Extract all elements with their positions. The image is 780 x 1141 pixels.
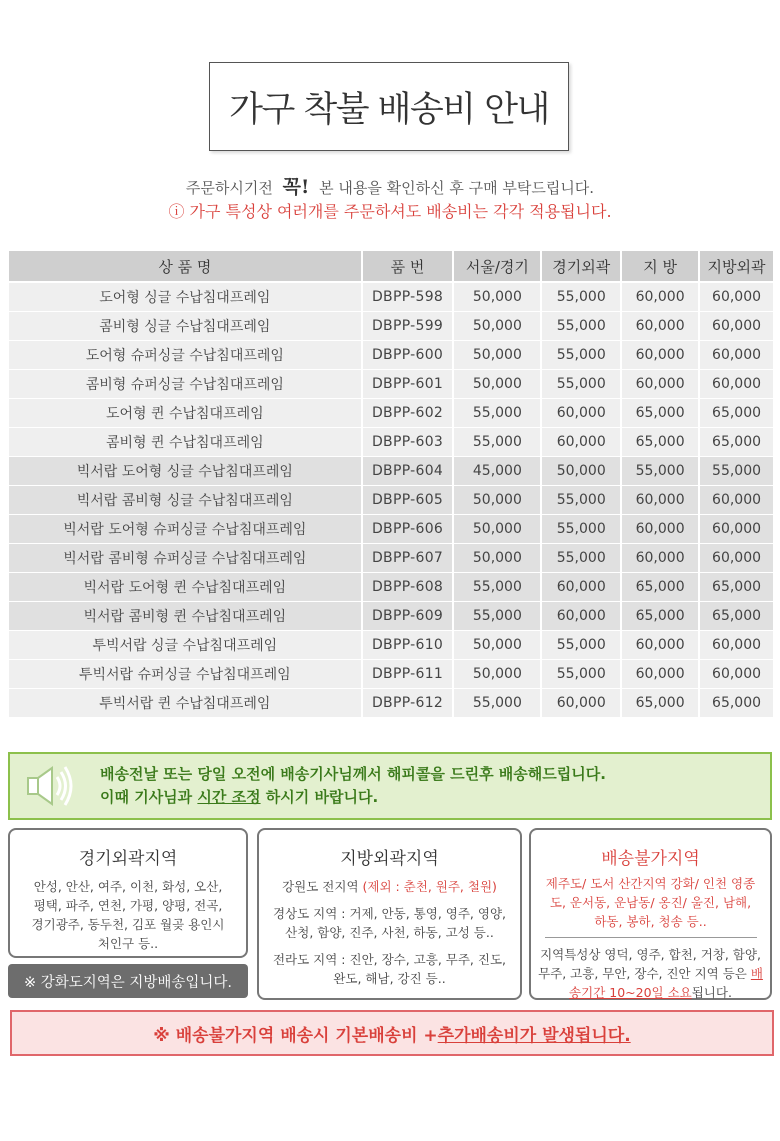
gyeonggi-outer-fee-cell: 50,000 xyxy=(542,457,620,486)
local-fee-cell: 60,000 xyxy=(622,312,698,341)
delay-note-a: 지역특성상 영덕, 영주, 합천, 거창, 함양, 무주, 고흥, 무안, 장수, 진안 지역 등은 xyxy=(538,947,761,981)
product-code-cell: DBPP-609 xyxy=(363,602,453,631)
product-code-cell: DBPP-603 xyxy=(363,428,453,457)
region-local-outer xyxy=(257,828,522,1000)
delay-period: 배송기간 10~20일 소요 xyxy=(569,966,763,1000)
table-row xyxy=(9,631,773,660)
table-row xyxy=(9,283,773,312)
local-outer-fee-cell: 60,000 xyxy=(700,660,773,689)
table-row xyxy=(9,689,773,718)
product-name-cell: 도어형 슈퍼싱글 수납침대프레임 xyxy=(9,341,361,370)
local-fee-cell: 60,000 xyxy=(622,341,698,370)
seoul-fee-cell: 55,000 xyxy=(454,602,540,631)
local-fee-cell: 55,000 xyxy=(622,457,698,486)
shipping-fee-table xyxy=(7,251,775,718)
table-row xyxy=(9,486,773,515)
product-code-cell: DBPP-608 xyxy=(363,573,453,602)
product-name-cell: 빅서랍 콤비형 퀸 수납침대프레임 xyxy=(9,602,361,631)
seoul-fee-cell: 50,000 xyxy=(454,341,540,370)
seoul-fee-cell: 45,000 xyxy=(454,457,540,486)
table-row xyxy=(9,544,773,573)
table-row xyxy=(9,370,773,399)
gyeonggi-outer-fee-cell: 55,000 xyxy=(542,660,620,689)
gyeonggi-outer-fee-cell: 55,000 xyxy=(542,312,620,341)
title-box xyxy=(209,62,569,151)
table-row xyxy=(9,457,773,486)
seoul-fee-cell: 50,000 xyxy=(454,631,540,660)
local-outer-fee-cell: 65,000 xyxy=(700,689,773,718)
seoul-fee-cell: 55,000 xyxy=(454,428,540,457)
gyeonggi-outer-fee-cell: 60,000 xyxy=(542,573,620,602)
gyeonggi-outer-fee-cell: 55,000 xyxy=(542,631,620,660)
region-divider xyxy=(545,937,757,938)
product-code-cell: DBPP-606 xyxy=(363,515,453,544)
local-fee-cell: 60,000 xyxy=(622,283,698,312)
seoul-fee-cell: 50,000 xyxy=(454,283,540,312)
table-row xyxy=(9,573,773,602)
local-outer-fee-cell: 65,000 xyxy=(700,573,773,602)
local-fee-cell: 60,000 xyxy=(622,631,698,660)
region-no-delivery-title: 배송불가지역 xyxy=(601,849,700,869)
local-outer-fee-cell: 60,000 xyxy=(700,544,773,573)
speaker-icon xyxy=(10,754,100,818)
region-no-delivery-areas: 제주도/ 도서 산간지역 강화/ 인천 영종도, 운서동, 운남동/ 옹진/ 울진, 남해, 하동, 봉하, 청송 등.. xyxy=(545,876,756,929)
table-row xyxy=(9,312,773,341)
local-outer-fee-cell: 65,000 xyxy=(700,602,773,631)
subtitle-line xyxy=(0,172,780,199)
product-name-cell: 빅서랍 콤비형 슈퍼싱글 수납침대프레임 xyxy=(9,544,361,573)
delivery-call-text xyxy=(100,763,606,809)
product-name-cell: 빅서랍 도어형 슈퍼싱글 수납침대프레임 xyxy=(9,515,361,544)
local-outer-fee-cell: 60,000 xyxy=(700,283,773,312)
seoul-fee-cell: 50,000 xyxy=(454,544,540,573)
subtitle-after: 본 내용을 확인하신 후 구매 부탁드립니다. xyxy=(319,179,595,197)
seoul-fee-cell: 50,000 xyxy=(454,486,540,515)
extra-fee-notice xyxy=(10,1010,774,1056)
gyeonggi-outer-fee-cell: 60,000 xyxy=(542,689,620,718)
region-local-outer-title: 지방외곽지역 xyxy=(340,849,439,869)
product-code-cell: DBPP-601 xyxy=(363,370,453,399)
header-local: 지 방 xyxy=(622,251,698,283)
product-name-cell: 투빅서랍 퀸 수납침대프레임 xyxy=(9,689,361,718)
local-fee-cell: 65,000 xyxy=(622,573,698,602)
local-fee-cell: 65,000 xyxy=(622,399,698,428)
local-outer-fee-cell: 60,000 xyxy=(700,515,773,544)
gyeonggi-outer-fee-cell: 60,000 xyxy=(542,428,620,457)
product-code-cell: DBPP-612 xyxy=(363,689,453,718)
local-fee-cell: 60,000 xyxy=(622,660,698,689)
delivery-line-2-c: 하시기 바랍니다. xyxy=(260,788,379,806)
product-code-cell: DBPP-600 xyxy=(363,341,453,370)
extra-fee-text-a: ※ 배송불가지역 배송시 기본배송비 + xyxy=(153,1025,438,1046)
seoul-fee-cell: 50,000 xyxy=(454,660,540,689)
local-fee-cell: 60,000 xyxy=(622,515,698,544)
local-fee-cell: 65,000 xyxy=(622,602,698,631)
product-code-cell: DBPP-604 xyxy=(363,457,453,486)
region-gyeonggi-outer-title: 경기외곽지역 xyxy=(78,849,178,869)
product-code-cell: DBPP-607 xyxy=(363,544,453,573)
product-code-cell: DBPP-610 xyxy=(363,631,453,660)
local-fee-cell: 60,000 xyxy=(622,370,698,399)
header-gyeonggi-outer: 경기외곽 xyxy=(542,251,620,283)
delivery-line-1: 배송전날 또는 당일 오전에 배송기사님께서 해피콜을 드린후 배송해드립니다. xyxy=(100,765,606,783)
product-name-cell: 빅서랍 도어형 싱글 수납침대프레임 xyxy=(9,457,361,486)
delivery-line-2 xyxy=(100,786,606,809)
table-row xyxy=(9,515,773,544)
table-header-row xyxy=(9,251,773,283)
table-row xyxy=(9,428,773,457)
seoul-fee-cell: 55,000 xyxy=(454,689,540,718)
gyeonggi-outer-fee-cell: 55,000 xyxy=(542,486,620,515)
seoul-fee-cell: 55,000 xyxy=(454,399,540,428)
subtitle-before: 주문하시기전 xyxy=(185,179,273,197)
ganghwa-note: ※ 강화도지역은 지방배송입니다. xyxy=(8,964,248,998)
table-body xyxy=(9,283,773,718)
page-title: 가구 착불 배송비 안내 xyxy=(229,89,549,130)
seoul-fee-cell: 50,000 xyxy=(454,312,540,341)
region-gyeonggi-outer-text: 안성, 안산, 여주, 이천, 화성, 오산, 평택, 파주, 연천, 가평, 양평, 전곡, 경기광주, 동두천, 김포 월곶 용인시 처인구 등.. xyxy=(31,879,225,951)
table-row xyxy=(9,341,773,370)
product-code-cell: DBPP-605 xyxy=(363,486,453,515)
product-code-cell: DBPP-602 xyxy=(363,399,453,428)
header-product-code: 품 번 xyxy=(363,251,453,283)
local-outer-fee-cell: 60,000 xyxy=(700,486,773,515)
delay-note-c: 됩니다. xyxy=(691,985,732,1000)
header-local-outer: 지방외곽 xyxy=(700,251,773,283)
local-outer-fee-cell: 55,000 xyxy=(700,457,773,486)
gyeonggi-outer-fee-cell: 60,000 xyxy=(542,602,620,631)
gyeonggi-outer-fee-cell: 55,000 xyxy=(542,515,620,544)
region-gangwon xyxy=(259,877,520,896)
gyeonggi-outer-fee-cell: 60,000 xyxy=(542,399,620,428)
product-code-cell: DBPP-611 xyxy=(363,660,453,689)
product-name-cell: 투빅서랍 싱글 수납침대프레임 xyxy=(9,631,361,660)
product-name-cell: 빅서랍 도어형 퀸 수납침대프레임 xyxy=(9,573,361,602)
product-name-cell: 투빅서랍 슈퍼싱글 수납침대프레임 xyxy=(9,660,361,689)
product-name-cell: 도어형 싱글 수납침대프레임 xyxy=(9,283,361,312)
seoul-fee-cell: 50,000 xyxy=(454,370,540,399)
region-gyeonggi-outer xyxy=(8,828,248,958)
region-jeolla: 전라도 지역 : 진안, 장수, 고흥, 무주, 진도, 완도, 해남, 강진 등.. xyxy=(272,952,507,986)
product-code-cell: DBPP-599 xyxy=(363,312,453,341)
extra-fee-text-b: 추가배송비가 발생됩니다. xyxy=(437,1025,631,1046)
gyeonggi-outer-fee-cell: 55,000 xyxy=(542,283,620,312)
region-no-delivery xyxy=(529,828,772,1000)
delivery-line-2-a: 이때 기사님과 xyxy=(100,788,198,806)
product-name-cell: 콤비형 슈퍼싱글 수납침대프레임 xyxy=(9,370,361,399)
local-outer-fee-cell: 65,000 xyxy=(700,399,773,428)
local-outer-fee-cell: 60,000 xyxy=(700,341,773,370)
product-name-cell: 도어형 퀸 수납침대프레임 xyxy=(9,399,361,428)
local-outer-fee-cell: 60,000 xyxy=(700,631,773,660)
header-product-name: 상 품 명 xyxy=(9,251,361,283)
subtitle-warning: ⓘ 가구 특성상 여러개를 주문하셔도 배송비는 각각 적용됩니다. xyxy=(168,202,612,221)
gyeonggi-outer-fee-cell: 55,000 xyxy=(542,370,620,399)
subtitle-emphasis: 꼭! xyxy=(282,176,310,198)
table-row xyxy=(9,399,773,428)
table-row xyxy=(9,660,773,689)
gyeonggi-outer-fee-cell: 55,000 xyxy=(542,544,620,573)
gyeonggi-outer-fee-cell: 55,000 xyxy=(542,341,620,370)
product-name-cell: 빅서랍 콤비형 싱글 수납침대프레임 xyxy=(9,486,361,515)
product-name-cell: 콤비형 싱글 수납침대프레임 xyxy=(9,312,361,341)
local-outer-fee-cell: 60,000 xyxy=(700,312,773,341)
local-fee-cell: 60,000 xyxy=(622,486,698,515)
local-fee-cell: 65,000 xyxy=(622,689,698,718)
header-seoul-gyeonggi: 서울/경기 xyxy=(454,251,540,283)
product-name-cell: 콤비형 퀸 수납침대프레임 xyxy=(9,428,361,457)
region-gyeongsang: 경상도 지역 : 거제, 안동, 통영, 영주, 영양, 산청, 함양, 진주, 사천, 하동, 고성 등.. xyxy=(272,906,507,940)
time-adjust-text: 시간 조정 xyxy=(197,788,261,806)
seoul-fee-cell: 55,000 xyxy=(454,573,540,602)
delivery-call-notice xyxy=(8,752,772,820)
local-outer-fee-cell: 60,000 xyxy=(700,370,773,399)
local-fee-cell: 60,000 xyxy=(622,544,698,573)
region-no-delivery-note xyxy=(531,945,770,1002)
local-outer-fee-cell: 65,000 xyxy=(700,428,773,457)
table-row xyxy=(9,602,773,631)
gangwon-label: 강원도 전지역 xyxy=(282,879,363,894)
local-fee-cell: 65,000 xyxy=(622,428,698,457)
product-code-cell: DBPP-598 xyxy=(363,283,453,312)
gangwon-exclusion: (제외 : 춘천, 원주, 철원) xyxy=(362,879,497,894)
seoul-fee-cell: 50,000 xyxy=(454,515,540,544)
